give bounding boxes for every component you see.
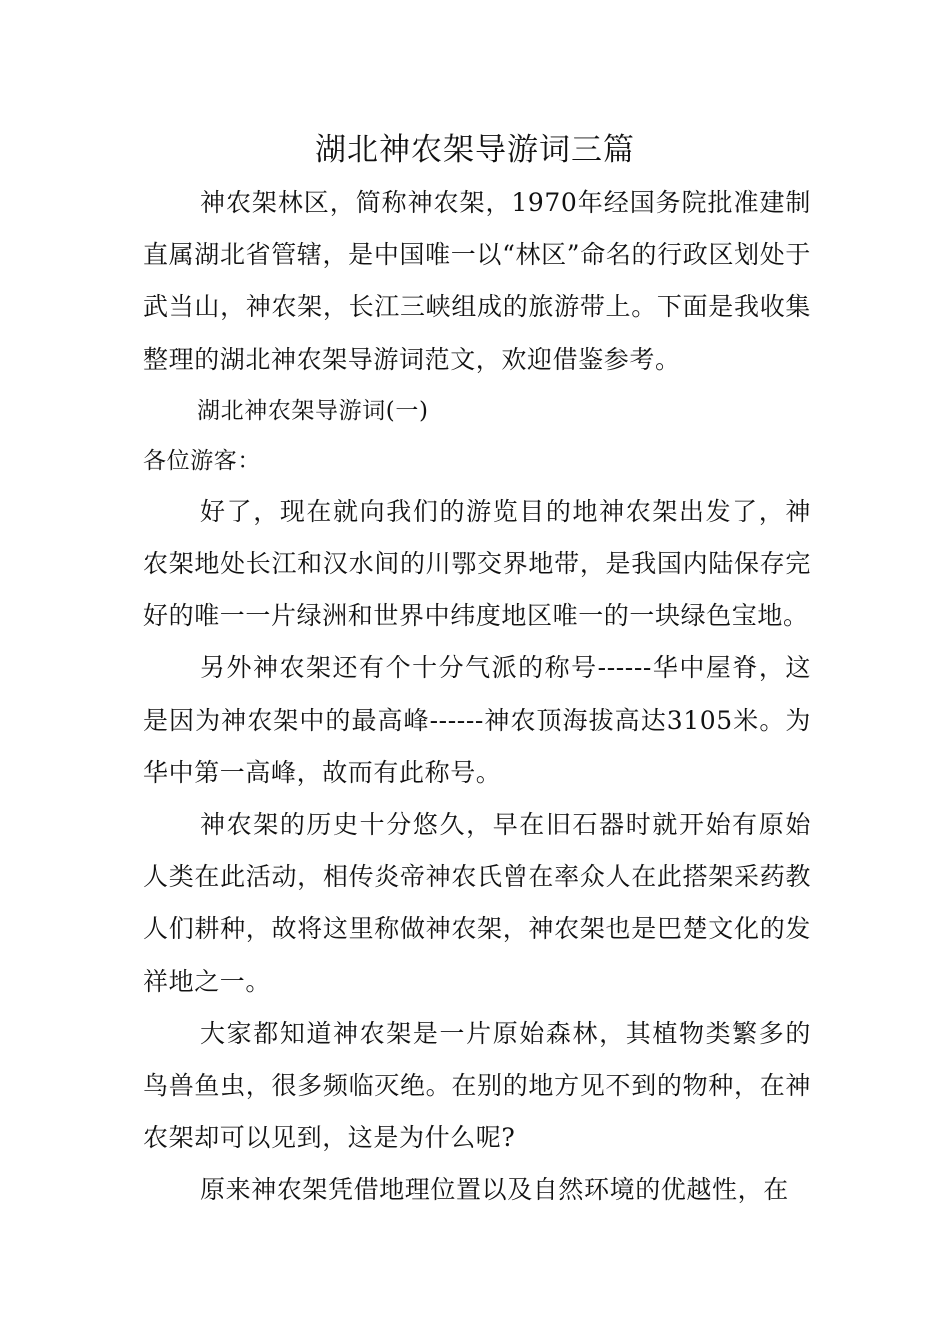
document-body <box>143 177 811 1217</box>
body-paragraph: 原来神农架凭借地理位置以及自然环境的优越性，在 <box>200 1175 789 1205</box>
greeting-line: 各位游客： <box>143 447 261 474</box>
intro-paragraph: 神农架林区，简称神农架，1970年经国务院批准建制直属湖北省管辖，是中国唯一以“林区”命名的行政区划处于武当山，神农架，长江三峡组成的旅游带上。下面是我收集整理的湖北神农架导游词范文，欢迎借鉴参考。 <box>143 188 811 374</box>
document-title: 湖北神农架导游词三篇 <box>315 132 635 168</box>
body-paragraph: 另外神农架还有个十分气派的称号------华中屋脊，这是因为神农架中的最高峰------神农顶海拔高达3105米。为华中第一高峰，故而有此称号。 <box>143 653 811 787</box>
body-paragraph: 神农架的历史十分悠久，早在旧石器时就开始有原始人类在此活动，相传炎帝神农氏曾在率众人在此搭架采药教人们耕种，故将这里称做神农架，神农架也是巴楚文化的发祥地之一。 <box>143 810 811 996</box>
body-paragraph: 好了，现在就向我们的游览目的地神农架出发了，神农架地处长江和汉水间的川鄂交界地带，是我国内陆保存完好的唯一一片绿洲和世界中纬度地区唯一的一块绿色宝地。 <box>143 496 811 631</box>
section-heading: 湖北神农架导游词(一) <box>197 397 429 424</box>
body-paragraph: 大家都知道神农架是一片原始森林，其植物类繁多的鸟兽鱼虫，很多频临灭绝。在别的地方见不到的物种，在神农架却可以见到，这是为什么呢? <box>143 1018 811 1153</box>
